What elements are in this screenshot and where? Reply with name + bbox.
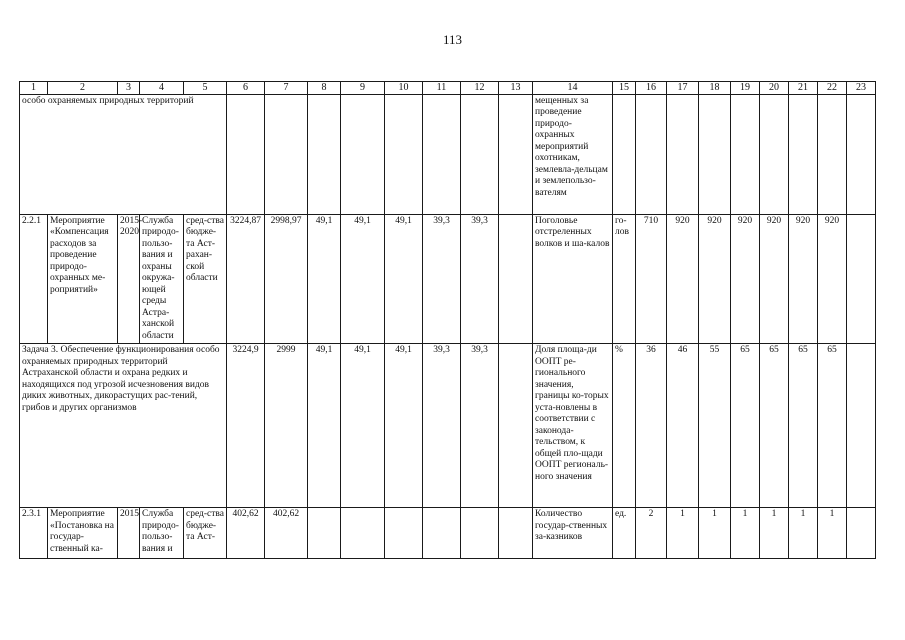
header-row xyxy=(20,82,876,95)
target-cell: 1 xyxy=(818,508,847,559)
continuation-title: особо охраняемых природных территорий xyxy=(20,94,227,214)
target-cell: 1 xyxy=(667,508,699,559)
value-cell: 3224,9 xyxy=(227,344,265,508)
target-cell: 1 xyxy=(789,508,818,559)
target-cell: 920 xyxy=(789,214,818,344)
header-cell: 19 xyxy=(731,82,760,95)
header-cell: 18 xyxy=(699,82,731,95)
target-cell xyxy=(847,508,876,559)
activity-title: Мероприятие «Постановка на государ-ственный ка- xyxy=(48,508,118,559)
value-cell: 2998,97 xyxy=(265,214,308,344)
indicator-cell: мещенных за проведение природо-охранных мероприятий охотникам, землевла-дельцам и землепользо-вателям xyxy=(533,94,613,214)
header-cell: 4 xyxy=(140,82,184,95)
source-cell: сред-ства бюдже-та Аст- xyxy=(184,508,227,559)
target-cell: 920 xyxy=(760,214,789,344)
value-cell: 39,3 xyxy=(461,344,499,508)
value-cell xyxy=(461,508,499,559)
indicator-cell: Доля площа-ди ООПТ ре-гионального значения, границы ко-торых уста-новлены в соответствии с законода-тельством, к общей пло-щади ООПТ региональ-ного значения xyxy=(533,344,613,508)
value-cell: 49,1 xyxy=(385,344,423,508)
value-cell xyxy=(385,508,423,559)
value-cell: 49,1 xyxy=(308,214,341,344)
indicator-cell: Количество государ-ственных за-казников xyxy=(533,508,613,559)
indicator-cell: Поголовье отстреленных волков и ша-калов xyxy=(533,214,613,344)
table-row xyxy=(20,94,876,214)
header-cell: 22 xyxy=(818,82,847,95)
target-cell: 920 xyxy=(699,214,731,344)
header-cell: 17 xyxy=(667,82,699,95)
value-cell: 402,62 xyxy=(227,508,265,559)
value-cell xyxy=(499,214,533,344)
header-cell: 10 xyxy=(385,82,423,95)
target-cell: 2 xyxy=(636,508,667,559)
page-number: 113 xyxy=(442,32,463,47)
target-cell: 65 xyxy=(731,344,760,508)
value-cell xyxy=(499,344,533,508)
table-row xyxy=(20,508,876,559)
value-cell: 2999 xyxy=(265,344,308,508)
target-cell: 65 xyxy=(760,344,789,508)
target-cell: 65 xyxy=(789,344,818,508)
value-cell: 49,1 xyxy=(341,344,385,508)
unit-cell: % xyxy=(613,344,636,508)
value-cell: 49,1 xyxy=(385,214,423,344)
header-cell: 5 xyxy=(184,82,227,95)
header-cell: 9 xyxy=(341,82,385,95)
task-title: Задача 3. Обеспечение функционирования особо охраняемых природных территорий Астраханской области и охрана редких и находящихся под угрозой исчезновения видов диких животных, дикорастущих рас-тений, грибов и других организмов xyxy=(20,344,227,508)
target-cell xyxy=(847,214,876,344)
value-cell xyxy=(423,508,461,559)
target-cell: 710 xyxy=(636,214,667,344)
header-cell: 16 xyxy=(636,82,667,95)
header-cell: 13 xyxy=(499,82,533,95)
target-cell: 920 xyxy=(667,214,699,344)
header-cell: 1 xyxy=(20,82,48,95)
target-cell: 1 xyxy=(760,508,789,559)
target-cell: 1 xyxy=(731,508,760,559)
header-cell: 11 xyxy=(423,82,461,95)
value-cell: 39,3 xyxy=(423,344,461,508)
target-cell: 55 xyxy=(699,344,731,508)
row-code: 2.2.1 xyxy=(20,214,48,344)
header-cell: 8 xyxy=(308,82,341,95)
table-row xyxy=(20,214,876,344)
executor-cell: Служба природо-пользо-вания и xyxy=(140,508,184,559)
header-cell: 12 xyxy=(461,82,499,95)
header-cell: 7 xyxy=(265,82,308,95)
value-cell: 39,3 xyxy=(423,214,461,344)
header-cell: 20 xyxy=(760,82,789,95)
target-cell: 920 xyxy=(731,214,760,344)
target-cell xyxy=(847,344,876,508)
value-cell xyxy=(341,508,385,559)
program-table xyxy=(19,81,876,559)
target-cell: 1 xyxy=(699,508,731,559)
executor-cell: Служба природо-пользо-вания и охраны окружа-ющей среды Астра-ханской области xyxy=(140,214,184,344)
years-cell: 2015-2020 xyxy=(118,214,140,344)
header-cell: 21 xyxy=(789,82,818,95)
value-cell: 402,62 xyxy=(265,508,308,559)
value-cell: 3224,87 xyxy=(227,214,265,344)
value-cell xyxy=(308,508,341,559)
header-cell: 15 xyxy=(613,82,636,95)
table-row xyxy=(20,344,876,508)
target-cell: 65 xyxy=(818,344,847,508)
source-cell: сред-ства бюдже-та Аст-рахан-ской области xyxy=(184,214,227,344)
unit-cell: ед. xyxy=(613,508,636,559)
target-cell: 46 xyxy=(667,344,699,508)
unit-cell: го-лов xyxy=(613,214,636,344)
value-cell xyxy=(499,508,533,559)
years-cell: 2015 xyxy=(118,508,140,559)
activity-title: Мероприятие «Компенсация расходов за проведение природо-охранных ме-роприятий» xyxy=(48,214,118,344)
row-code: 2.3.1 xyxy=(20,508,48,559)
header-cell: 23 xyxy=(847,82,876,95)
header-cell: 14 xyxy=(533,82,613,95)
value-cell: 49,1 xyxy=(341,214,385,344)
value-cell: 49,1 xyxy=(308,344,341,508)
header-cell: 6 xyxy=(227,82,265,95)
value-cell: 39,3 xyxy=(461,214,499,344)
header-cell: 2 xyxy=(48,82,118,95)
target-cell: 920 xyxy=(818,214,847,344)
target-cell: 36 xyxy=(636,344,667,508)
header-cell: 3 xyxy=(118,82,140,95)
